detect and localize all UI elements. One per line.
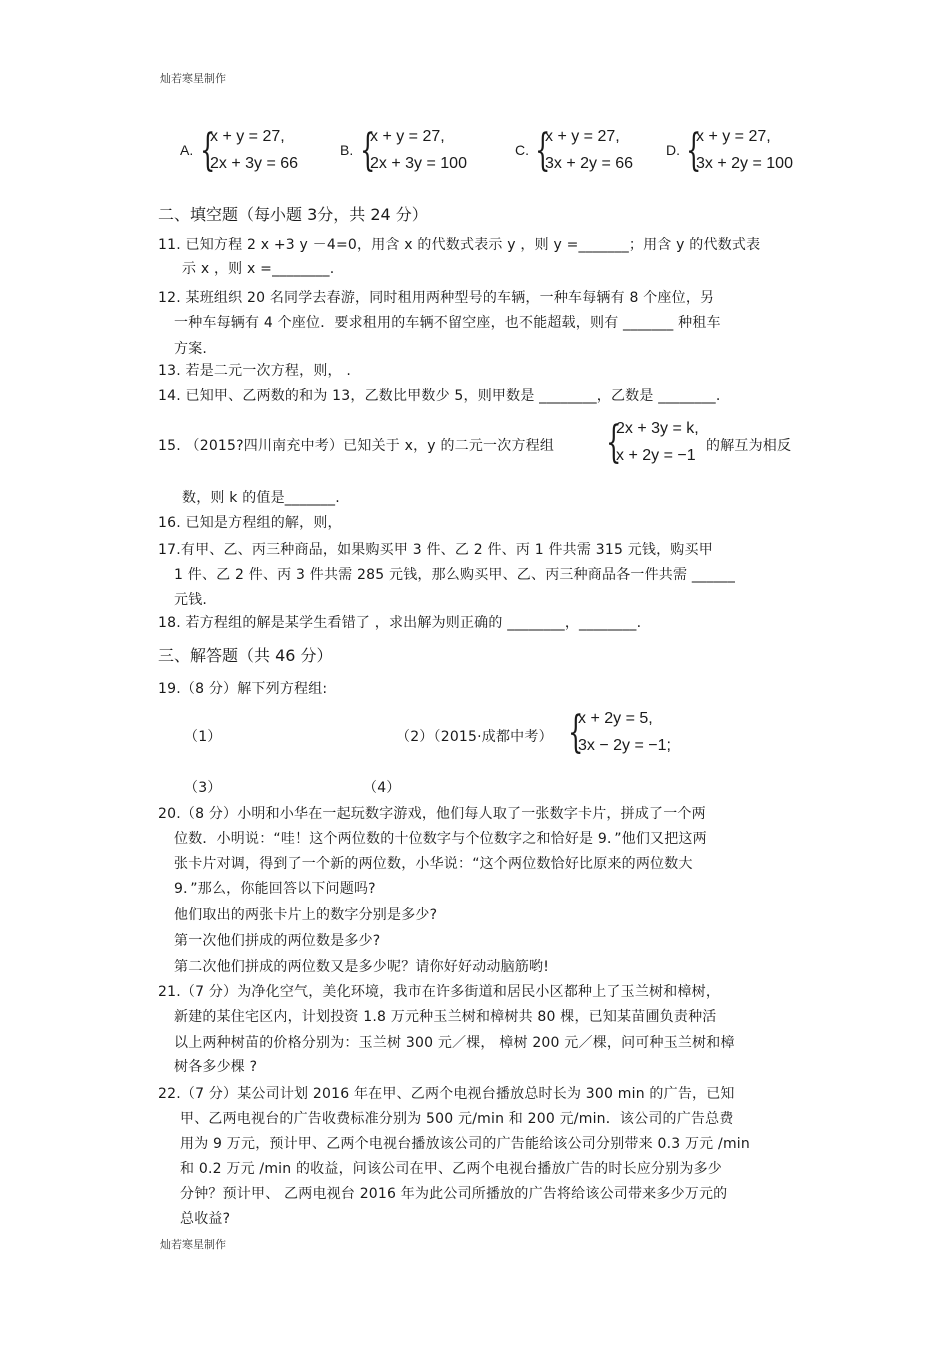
q20-line5: 他们取出的两张卡片上的数字分别是多少? [174,907,438,923]
q17-line3: 元钱. [174,592,208,608]
q20-line3: 张卡片对调，得到了一个新的两位数，小华说：“这个两位数恰好比原来的两位数大 [174,856,693,872]
option-b-label: B. [340,142,354,158]
q15-eq1: 2x + 3y = k, [616,420,699,437]
q17-line1: 17.有甲、乙、丙三种商品，如果购买甲 3 件、乙 2 件、丙 1 件共需 315 元钱，购买甲 [158,542,713,558]
brace-icon: { [200,125,216,176]
q22-line3: 用为 9 万元，预计甲、乙两个电视台播放该公司的广告能给该公司分别带来 0.3 万元 /min [180,1136,750,1152]
q19-line1: 19.（8 分）解下列方程组: [158,681,328,697]
option-c [515,125,655,176]
section-fill-in-title: 二、填空题（每小题 3分，共 24 分） [158,205,428,224]
option-d-eq2: 3x + 2y = 100 [696,155,793,172]
q22-line6: 总收益? [180,1211,231,1227]
q12-line1: 12. 某班组织 20 名同学去春游，同时租用两种型号的车辆，一种车每辆有 8 个座位，另 [158,290,715,306]
option-b [340,125,490,176]
q15-suffix: 的解互为相反 [706,438,792,454]
q20-line1: 20.（8 分）小明和小华在一起玩数字游戏，他们每人取了一张数字卡片，拼成了一个两 [158,806,706,822]
watermark-top: 灿若寒星制作 [160,72,226,85]
option-a-label: A. [180,142,194,158]
brace-icon: { [360,125,376,176]
q20-line4: 9．”那么，你能回答以下问题吗? [174,881,376,897]
q17-line2: 1 件、乙 2 件、丙 3 件共需 285 元钱，那么购买甲、乙、丙三种商品各一件共需 ______ [174,567,736,583]
q19-system [568,707,688,758]
q15-system [606,417,706,468]
option-c-eq2: 3x + 2y = 66 [545,155,634,172]
brace-icon: { [686,125,702,176]
q19-part4: （4） [363,780,401,796]
q16: 16. 已知是方程组的解，则， [158,515,342,531]
q19-part2: （2）（2015·成都中考） [396,729,553,745]
q15-prefix: 15. （2015?四川南充中考）已知关于 x，y 的二元一次方程组 [158,438,555,454]
q20-line6: 第一次他们拼成的两位数是多少? [174,933,381,949]
q20-line2: 位数．小明说：“哇！这个两位数的十位数字与个位数字之和恰好是 9．”他们又把这两 [174,831,707,847]
brace-icon: { [606,417,622,468]
q19-eq2: 3x − 2y = −1; [578,737,671,754]
q14: 14. 已知甲、乙两数的和为 13，乙数比甲数少 5，则甲数是 ________，乙数是 ________. [158,388,721,404]
option-d-label: D. [666,142,680,158]
option-c-label: C. [515,142,529,158]
q12-line2: 一种车每辆有 4 个座位．要求租用的车辆不留空座，也不能超载，则有 _______ 种租车 [174,315,721,331]
option-b-eq2: 2x + 3y = 100 [370,155,467,172]
watermark-bottom: 灿若寒星制作 [160,1238,226,1251]
brace-icon: { [535,125,551,176]
q12-line3: 方案. [174,341,208,357]
q19-part3: （3） [184,780,222,796]
q21-line1: 21.（7 分）为净化空气，美化环境，我市在许多街道和居民小区都种上了玉兰树和樟树， [158,984,721,1000]
q11-line1: 11. 已知方程 2 x +3 y －4=0，用含 x 的代数式表示 y ，则 y =_______；用含 y 的代数式表 [158,237,761,253]
q15-eq2: x + 2y = −1 [616,447,696,464]
option-a-eq2: 2x + 3y = 66 [210,155,299,172]
q15-line2: 数，则 k 的值是_______. [182,490,340,506]
brace-icon: { [568,707,584,758]
option-d-eq1: x + y = 27, [696,128,771,145]
q22-line5: 分钟？预计甲、 乙两电视台 2016 年为此公司所播放的广告将给该公司带来多少万元的 [180,1186,728,1202]
q11-line2: 示 x ，则 x =________. [182,261,335,277]
q22-line2: 甲、乙两电视台的广告收费标准分别为 500 元/min 和 200 元/min．该公司的广告总费 [180,1111,734,1127]
section-answer-title: 三、解答题（共 46 分） [158,646,333,665]
q20-line7: 第二次他们拼成的两位数又是多少呢？请你好好动动脑筋哟! [174,959,550,975]
q19-part1: （1） [184,729,222,745]
option-b-eq1: x + y = 27, [370,128,445,145]
option-c-eq1: x + y = 27, [545,128,620,145]
option-a-eq1: x + y = 27, [210,128,285,145]
q21-line4: 树各多少棵 ? [174,1059,258,1075]
option-d [666,125,816,176]
q22-line1: 22.（7 分）某公司计划 2016 年在甲、乙两个电视台播放总时长为 300 min 的广告，已知 [158,1086,735,1102]
q22-line4: 和 0.2 万元 /min 的收益，问该公司在甲、乙两个电视台播放广告的时长应分别为多少 [180,1161,722,1177]
q18: 18. 若方程组的解是某学生看错了 ，求出解为则正确的 ________，________. [158,615,642,631]
option-a [180,125,320,176]
q13: 13. 若是二元一次方程，则， . [158,363,352,379]
q21-line2: 新建的某住宅区内，计划投资 1.8 万元种玉兰树和樟树共 80 棵，已知某苗圃负责种活 [174,1009,717,1025]
q19-eq1: x + 2y = 5, [578,710,653,727]
q21-line3: 以上两种树苗的价格分别为：玉兰树 300 元／棵， 樟树 200 元／棵，问可种玉兰树和樟 [174,1035,735,1051]
